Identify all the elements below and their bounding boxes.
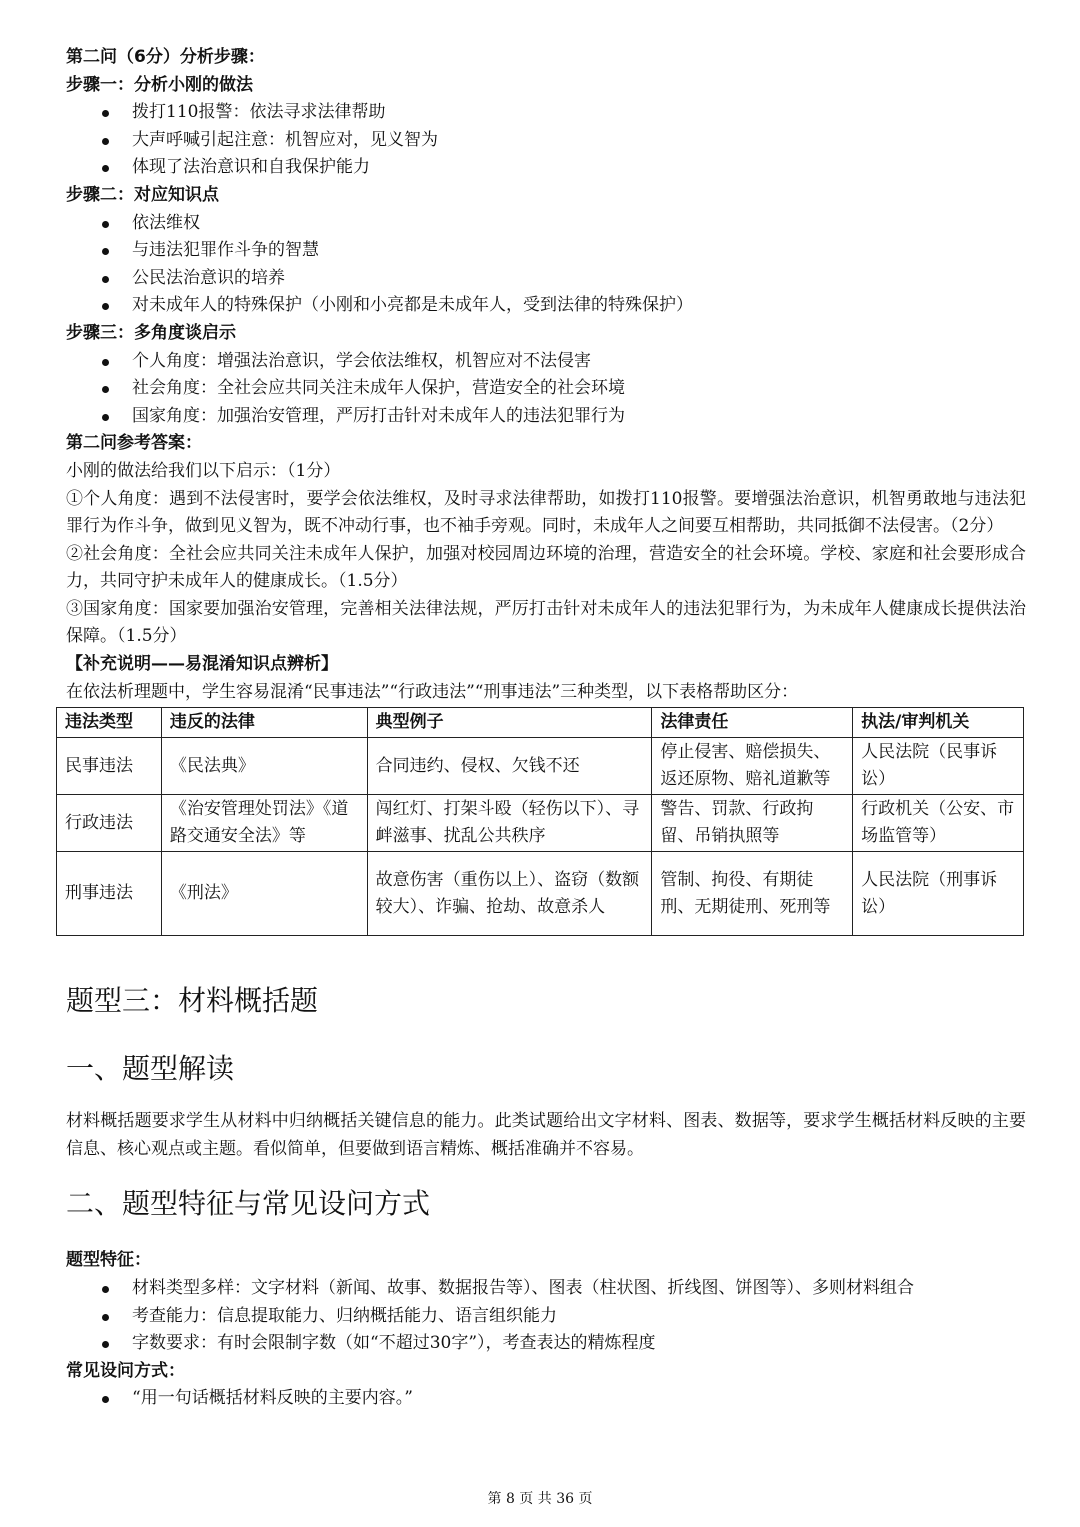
step2-list [66,210,1026,320]
table-cell: 人民法院（刑事诉讼） [853,852,1024,936]
table-cell: 故意伤害（重伤以上）、盗窃（数额较大）、诈骗、抢劫、故意杀人 [367,852,652,936]
supplement-title: 【补充说明——易混淆知识点辨析】 [66,654,338,675]
table-header: 法律责任 [652,708,853,738]
table-header: 典型例子 [367,708,652,738]
list-item: 体现了法治意识和自我保护能力 [66,154,1026,182]
table-cell: 刑事违法 [57,852,162,936]
section3-title: 题型三：材料概括题 [66,984,319,1018]
list-item: 社会角度：全社会应共同关注未成年人保护，营造安全的社会环境 [66,375,1026,403]
answer-intro: 小刚的做法给我们以下启示：（1分） [66,460,341,481]
table-cell: 人民法院（民事诉讼） [853,738,1024,795]
answer-paragraph-1: ①个人角度：遇到不法侵害时，要学会依法维权，及时寻求法律帮助，如拨打110报警。要增强法治意识，机智勇敢地与违法犯罪行为作斗争，做到见义智为，既不冲动行事，也不袖手旁观。同时，未成年人之间要互相帮助，共同抵御不法侵害。（2分） [66,488,1026,537]
step3-list [66,348,1026,431]
table-cell: 合同违约、侵权、欠钱不还 [367,738,652,795]
list-item: 公民法治意识的培养 [66,265,1026,293]
step2-title: 步骤二：对应知识点 [66,184,219,205]
table-header-row [57,708,1024,738]
table-header: 违反的法律 [161,708,367,738]
list-item: 大声呼喊引起注意：机智应对，见义智为 [66,127,1026,155]
step1-title: 步骤一：分析小刚的做法 [66,74,253,95]
table-cell: 管制、拘役、有期徒刑、无期徒刑、死刑等 [652,852,853,936]
list-item: 依法维权 [66,210,1026,238]
part2-title: 二、题型特征与常见设问方式 [66,1187,431,1221]
features-label: 题型特征： [66,1250,151,1271]
table-cell: 《民法典》 [161,738,367,795]
answer-paragraph-2: ②社会角度：全社会应共同关注未成年人保护，加强对校园周边环境的治理，营造安全的社会环境。学校、家庭和社会要形成合力，共同守护未成年人的健康成长。（1.5分） [66,543,1026,592]
page-footer: 第 8 页 共 36 页 [487,1491,593,1507]
step3-title: 步骤三：多角度谈启示 [66,322,236,343]
document-page [66,44,1026,1413]
answer-paragraph-3: ③国家角度：国家要加强治安管理，完善相关法律法规，严厉打击针对未成年人的违法犯罪行为，为未成年人健康成长提供法治保障。（1.5分） [66,598,1026,647]
table-cell: 行政违法 [57,795,162,852]
answer-title: 第二问参考答案： [66,433,202,454]
list-item: 材料类型多样：文字材料（新闻、故事、数据报告等）、图表（柱状图、折线图、饼图等）、多则材料组合 [66,1275,1026,1303]
step1-list [66,99,1026,182]
supplement-intro: 在依法析理题中，学生容易混淆“民事违法”“行政违法”“刑事违法”三种类型，以下表格帮助区分： [66,681,799,702]
table-row [57,852,1024,936]
list-item: 拨打110报警：依法寻求法律帮助 [66,99,1026,127]
list-item: 与违法犯罪作斗争的智慧 [66,237,1026,265]
list-item: 个人角度：增强法治意识，学会依法维权，机智应对不法侵害 [66,348,1026,376]
features-list [66,1275,1026,1358]
list-item: 考查能力：信息提取能力、归纳概括能力、语言组织能力 [66,1303,1026,1331]
list-item: 国家角度：加强治安管理，严厉打击针对未成年人的违法犯罪行为 [66,403,1026,431]
violation-comparison-table [56,707,1024,936]
list-item: “用一句话概括材料反映的主要内容。” [66,1385,1026,1413]
questions-label: 常见设问方式： [66,1360,185,1381]
table-cell: 《治安管理处罚法》《道路交通安全法》等 [161,795,367,852]
list-item: 对未成年人的特殊保护（小刚和小亮都是未成年人，受到法律的特殊保护） [66,292,1026,320]
table-cell: 行政机关（公安、市场监管等） [853,795,1024,852]
table-row [57,795,1024,852]
table-row [57,738,1024,795]
questions-list [66,1385,1026,1413]
table-cell: 停止侵害、赔偿损失、返还原物、赔礼道歉等 [652,738,853,795]
part1-text: 材料概括题要求学生从材料中归纳概括关键信息的能力。此类试题给出文字材料、图表、数据等，要求学生概括材料反映的主要信息、核心观点或主题。看似简单，但要做到语言精炼、概括准确并不容易。 [66,1111,1026,1159]
table-header: 执法/审判机关 [853,708,1024,738]
list-item: 字数要求：有时会限制字数（如“不超过30字”），考查表达的精炼程度 [66,1330,1026,1358]
table-cell: 民事违法 [57,738,162,795]
table-cell: 警告、罚款、行政拘留、吊销执照等 [652,795,853,852]
table-cell: 闯红灯、打架斗殴（轻伤以下）、寻衅滋事、扰乱公共秩序 [367,795,652,852]
table-cell: 《刑法》 [161,852,367,936]
part1-title: 一、题型解读 [66,1052,235,1086]
table-header: 违法类型 [57,708,162,738]
q2-heading: 第二问（6分）分析步骤： [66,47,265,67]
